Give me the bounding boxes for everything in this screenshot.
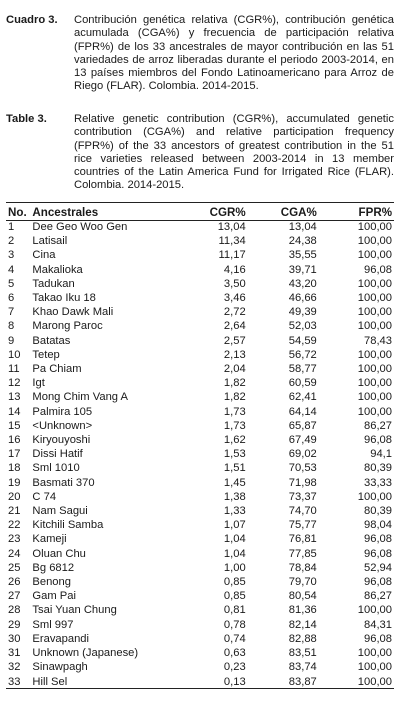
cell-cgr: 11,34: [218, 235, 246, 248]
cell-cgr: 2,13: [223, 348, 246, 361]
cell-no: 10: [8, 348, 21, 361]
table-row: [6, 603, 394, 617]
cell-cga: 43,20: [288, 277, 317, 290]
cell-cgr: 4,16: [223, 263, 246, 276]
cell-cga: 76,81: [288, 533, 317, 546]
cell-ancestor: Tsai Yuan Chung: [32, 604, 117, 617]
cell-cga: 71,98: [288, 476, 317, 489]
table-row: [6, 504, 394, 518]
cell-cga: 49,39: [288, 306, 317, 319]
cell-cgr: 1,33: [223, 505, 246, 518]
cell-fpr: 100,00: [357, 249, 392, 262]
cell-no: 11: [8, 363, 20, 376]
cell-ancestor: Sml 1010: [32, 462, 80, 475]
table-row: [6, 532, 394, 546]
cell-ancestor: Khao Dawk Mali: [32, 306, 114, 319]
cell-no: 6: [8, 292, 15, 305]
table-row: [6, 461, 394, 475]
table-header-row: [6, 204, 394, 220]
cell-cgr: 2,57: [223, 334, 246, 347]
cell-cgr: 1,04: [223, 533, 246, 546]
cell-no: 23: [8, 533, 21, 546]
table-row: [6, 362, 394, 376]
cell-no: 30: [8, 632, 21, 645]
cell-cgr: 0,13: [223, 675, 246, 688]
cell-fpr: 100,00: [357, 675, 392, 688]
cell-cga: 77,85: [288, 547, 317, 560]
cell-fpr: 100,00: [357, 235, 392, 248]
caption-text: Relative genetic contribution (CGR%), accumulated genetic contribution (CGA%) and relative participation frequency (FPR%) of the 33 ancestors of greatest contribution in the 51 rice varieties released between 2003-2014 in 13 member countries of the Latin America Fund for Irrigated Rice (FLAR). Colombia. 2014-2015.: [74, 113, 394, 192]
cell-ancestor: Benong: [32, 576, 71, 589]
header-fpr: FPR%: [358, 205, 392, 219]
cell-cgr: 1,07: [223, 519, 246, 532]
cell-cga: 78,84: [288, 561, 317, 574]
table-row: [6, 234, 394, 248]
cell-cgr: 1,82: [223, 377, 246, 390]
cell-no: 12: [8, 377, 21, 390]
header-name: Ancestrales: [32, 205, 99, 219]
cell-no: 13: [8, 391, 21, 404]
cell-ancestor: Igt: [32, 377, 45, 390]
cell-fpr: 100,00: [357, 490, 392, 503]
cell-fpr: 100,00: [357, 292, 392, 305]
cell-no: 18: [8, 462, 21, 475]
cell-ancestor: Sinawpagh: [32, 661, 88, 674]
cell-cgr: 1,62: [223, 434, 246, 447]
cell-fpr: 96,08: [364, 632, 392, 645]
cell-no: 25: [8, 561, 21, 574]
cell-ancestor: Kameji: [32, 533, 67, 546]
caption-label: Table 3.: [6, 113, 47, 125]
cell-fpr: 100,00: [357, 320, 392, 333]
cell-ancestor: Mong Chim Vang A: [32, 391, 128, 404]
table-row: [6, 433, 394, 447]
cell-fpr: 96,08: [364, 547, 392, 560]
cell-no: 24: [8, 547, 21, 560]
cell-cga: 13,04: [288, 221, 317, 233]
cell-ancestor: Gam Pai: [32, 590, 76, 603]
cell-cga: 82,14: [288, 618, 317, 631]
cell-ancestor: Palmira 105: [32, 405, 93, 418]
cell-ancestor: Tetep: [32, 348, 60, 361]
table-row: [6, 305, 394, 319]
ancestors-table: [6, 204, 394, 689]
cell-cgr: 3,50: [223, 277, 246, 290]
cell-cga: 58,77: [288, 363, 317, 376]
cell-no: 26: [8, 576, 21, 589]
cell-no: 28: [8, 604, 21, 617]
table-row: [6, 490, 394, 504]
cell-ancestor: Unknown (Japanese): [32, 647, 139, 660]
cell-cga: 75,77: [288, 519, 317, 532]
cell-cgr: 13,04: [217, 221, 246, 233]
cell-cgr: 1,00: [223, 561, 246, 574]
cell-cgr: 0,74: [223, 632, 246, 645]
cell-cgr: 2,72: [223, 306, 246, 319]
cell-ancestor: Bg 6812: [32, 561, 75, 574]
cell-fpr: 96,08: [364, 533, 392, 546]
table-row: [6, 618, 394, 632]
cell-no: 7: [8, 306, 15, 319]
cell-cga: 79,70: [288, 576, 317, 589]
header-no: No.: [8, 205, 27, 219]
cell-no: 17: [8, 448, 21, 461]
table-row: [6, 390, 394, 404]
cell-ancestor: Hill Sel: [32, 675, 68, 688]
cell-fpr: 33,33: [364, 476, 392, 489]
cell-ancestor: Dee Geo Woo Gen: [32, 221, 128, 233]
cell-ancestor: Cina: [32, 249, 56, 262]
cell-fpr: 78,43: [364, 334, 392, 347]
cell-fpr: 96,08: [364, 263, 392, 276]
cell-cga: 80,54: [288, 590, 317, 603]
table-row: [6, 646, 394, 660]
cell-fpr: 94,1: [370, 448, 392, 461]
header-cga: CGA%: [280, 205, 317, 219]
cell-cga: 35,55: [288, 249, 317, 262]
cell-ancestor: Pa Chiam: [32, 363, 82, 376]
table-row: [6, 447, 394, 461]
cell-no: 32: [8, 661, 21, 674]
cell-cgr: 0,23: [223, 661, 246, 674]
cell-cga: 64,14: [288, 405, 317, 418]
cell-cgr: 0,81: [223, 604, 246, 617]
cell-fpr: 100,00: [357, 277, 392, 290]
cell-no: 22: [8, 519, 21, 532]
caption-text: Contribución genética relativa (CGR%), contribución genética acumulada (CGA%) y frecuencia de participación relativa (FPR%) de los 33 ancestrales de mayor contribución en las 51 variedades de arroz liberadas durante el periodo 2003-2014, en 13 países miembros del Fondo Latinoamericano para Arroz de Riego (FLAR). Colombia. 2014-2015.: [74, 14, 394, 93]
cell-ancestor: Batatas: [32, 334, 71, 347]
cell-cgr: 0,85: [223, 576, 246, 589]
cell-cgr: 3,46: [223, 292, 246, 305]
cell-no: 20: [8, 490, 21, 503]
cell-no: 4: [8, 263, 15, 276]
table-row: [6, 319, 394, 333]
cell-fpr: 100,00: [357, 377, 392, 390]
cell-fpr: 100,00: [357, 348, 392, 361]
table-row: [6, 348, 394, 362]
caption-english: [6, 113, 394, 193]
cell-cgr: 1,38: [223, 490, 246, 503]
table-row: [6, 561, 394, 575]
table-row: [6, 660, 394, 674]
cell-cgr: 1,45: [223, 476, 246, 489]
cell-fpr: 52,94: [364, 561, 392, 574]
table-row: [6, 220, 394, 234]
table-row: [6, 476, 394, 490]
cell-no: 31: [8, 647, 21, 660]
cell-no: 21: [8, 505, 21, 518]
cell-no: 9: [8, 334, 15, 347]
cell-cga: 81,36: [288, 604, 317, 617]
cell-cgr: 0,63: [223, 647, 246, 660]
cell-ancestor: Eravapandi: [32, 632, 90, 645]
cell-fpr: 84,31: [364, 618, 392, 631]
cell-cgr: 1,51: [223, 462, 246, 475]
cell-cgr: 1,53: [223, 448, 246, 461]
caption-spanish: [6, 14, 394, 94]
cell-cgr: 1,82: [223, 391, 246, 404]
cell-ancestor: Sml 997: [32, 618, 74, 631]
cell-no: 8: [8, 320, 15, 333]
cell-ancestor: Kiryouyoshi: [32, 434, 91, 447]
header-cgr: CGR%: [209, 205, 246, 219]
table-row: [6, 518, 394, 532]
cell-fpr: 100,00: [357, 221, 392, 233]
cell-ancestor: Basmati 370: [32, 476, 95, 489]
cell-ancestor: Marong Paroc: [32, 320, 103, 333]
cell-cga: 73,37: [288, 490, 317, 503]
cell-fpr: 100,00: [357, 604, 392, 617]
table-row: [6, 405, 394, 419]
cell-fpr: 100,00: [357, 647, 392, 660]
cell-cga: 24,38: [288, 235, 317, 248]
cell-no: 14: [8, 405, 21, 418]
cell-ancestor: Tadukan: [32, 277, 75, 290]
cell-ancestor: <Unknown>: [32, 419, 93, 432]
cell-cga: 54,59: [288, 334, 317, 347]
cell-ancestor: Latisail: [32, 235, 68, 248]
cell-ancestor: Oluan Chu: [32, 547, 86, 560]
cell-cga: 70,53: [288, 462, 317, 475]
table-row: [6, 419, 394, 433]
caption-label: Cuadro 3.: [6, 14, 58, 26]
cell-no: 19: [8, 476, 21, 489]
cell-cgr: 1,73: [223, 405, 246, 418]
cell-cga: 62,41: [288, 391, 317, 404]
table-row: [6, 632, 394, 646]
cell-fpr: 86,27: [364, 419, 392, 432]
cell-cga: 83,74: [288, 661, 317, 674]
cell-cga: 52,03: [288, 320, 317, 333]
cell-fpr: 100,00: [357, 405, 392, 418]
cell-cga: 83,51: [288, 647, 317, 660]
cell-fpr: 96,08: [364, 434, 392, 447]
cell-cga: 39,71: [288, 263, 317, 276]
cell-no: 3: [8, 249, 15, 262]
table-row: [6, 589, 394, 603]
table-row: [6, 291, 394, 305]
table-row: [6, 277, 394, 291]
table-row: [6, 675, 394, 689]
cell-fpr: 100,00: [357, 391, 392, 404]
cell-cga: 74,70: [288, 505, 317, 518]
cell-cgr: 0,78: [223, 618, 246, 631]
cell-cgr: 0,85: [223, 590, 246, 603]
cell-cga: 60,59: [288, 377, 317, 390]
cell-fpr: 100,00: [357, 661, 392, 674]
cell-fpr: 80,39: [364, 462, 392, 475]
cell-ancestor: Dissi Hatif: [32, 448, 83, 461]
cell-no: 27: [8, 590, 21, 603]
cell-cgr: 2,64: [223, 320, 246, 333]
cell-ancestor: Nam Sagui: [32, 505, 88, 518]
cell-ancestor: Takao Iku 18: [32, 292, 96, 305]
cell-cga: 46,66: [288, 292, 317, 305]
cell-cga: 83,87: [288, 675, 317, 688]
cell-fpr: 86,27: [364, 590, 392, 603]
cell-cgr: 11,17: [218, 249, 246, 262]
cell-fpr: 98,04: [364, 519, 392, 532]
cell-cga: 65,87: [288, 419, 317, 432]
cell-cga: 69,02: [288, 448, 317, 461]
cell-no: 33: [8, 675, 21, 688]
cell-cgr: 1,73: [223, 419, 246, 432]
cell-cgr: 1,04: [223, 547, 246, 560]
cell-no: 29: [8, 618, 21, 631]
cell-cga: 82,88: [288, 632, 317, 645]
cell-fpr: 100,00: [357, 363, 392, 376]
cell-no: 1: [8, 221, 15, 233]
cell-no: 15: [8, 419, 21, 432]
cell-fpr: 96,08: [364, 576, 392, 589]
cell-cga: 67,49: [288, 434, 317, 447]
cell-no: 16: [8, 434, 21, 447]
table-row: [6, 547, 394, 561]
table-body: [6, 220, 394, 689]
cell-no: 2: [8, 235, 15, 248]
cell-ancestor: Kitchili Samba: [32, 519, 104, 532]
table-row: [6, 248, 394, 262]
table-row: [6, 334, 394, 348]
cell-ancestor: C 74: [32, 490, 57, 503]
cell-cgr: 2,04: [223, 363, 246, 376]
table-row: [6, 263, 394, 277]
cell-fpr: 100,00: [357, 306, 392, 319]
cell-ancestor: Makalioka: [32, 263, 83, 276]
table-row: [6, 575, 394, 589]
cell-fpr: 80,39: [364, 505, 392, 518]
cell-no: 5: [8, 277, 15, 290]
cell-cga: 56,72: [288, 348, 317, 361]
table-row: [6, 376, 394, 390]
